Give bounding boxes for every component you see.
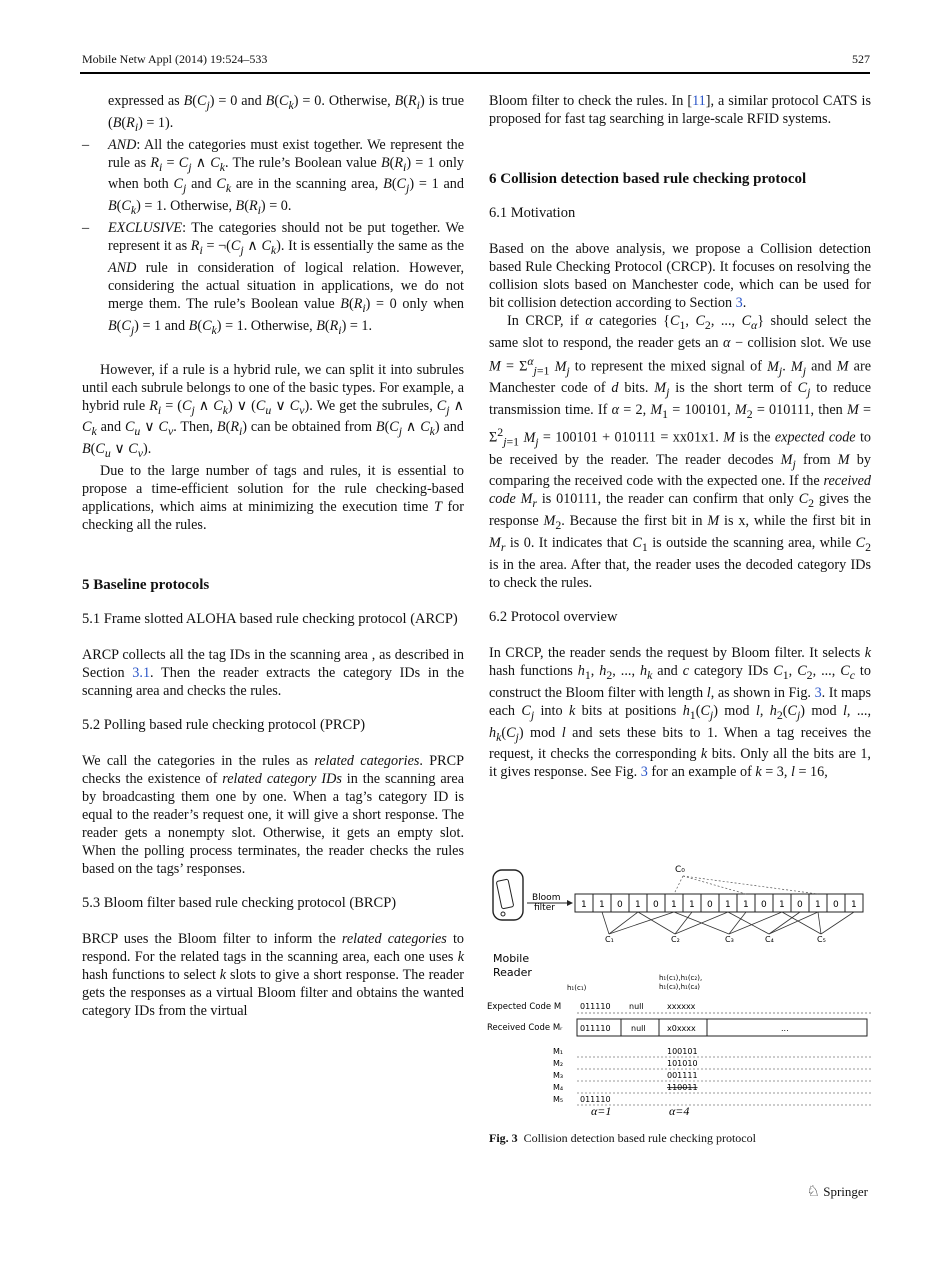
c0-label: C₀ — [675, 865, 685, 875]
received-code-label: Received Code Mᵣ — [487, 1023, 563, 1033]
m-row-label: M₅ — [553, 1095, 564, 1104]
exclusive-rule-continued: expressed as $B(C_j) = 0$ and $B(C_k) = 0$. Otherwise, $B(R_i)$ is true $(B(R_i) = 1)$. — [108, 93, 464, 134]
expected-c3: xxxxxx — [667, 1002, 696, 1011]
bloom-bit-value: 1 — [671, 900, 677, 910]
springer-footer — [807, 1182, 868, 1201]
mobile-reader-icon — [493, 870, 523, 920]
mobile-label: Mobile — [493, 952, 530, 965]
received-c3: x0xxxx — [667, 1024, 696, 1033]
alpha1-label: α=1 — [591, 1104, 612, 1118]
hash-arrow — [609, 912, 674, 934]
subsection-6-2-heading: 6.2 Protocol overview — [489, 608, 618, 625]
bloom-bit-value: 1 — [743, 900, 749, 910]
hash-arrow — [821, 912, 854, 934]
rule-exclusive-item: – EXCLUSIVE: The categories should not be put together. We represent it as $R_i$ = $\neg(C_j$ ∧ $C_k$). It is essentially the same as the AND rule in consideration of logical relation. However, considering the actual situation in applications, we do not merge them. The rule’s Boolean value $B(R_i) = 0$ only when $B(C_j) = 1$ and $B(C_k) = 1$. Otherwise, $B(R_i) = 1$. — [82, 220, 464, 337]
expected-c2: null — [629, 1002, 644, 1011]
figure-caption — [489, 1131, 756, 1146]
hash-arrow — [728, 912, 769, 934]
category-label: C₁ — [605, 935, 614, 944]
category-labels — [605, 935, 826, 944]
caption-label: Fig. 3 — [489, 1131, 518, 1145]
section-6-heading: 6 Collision detection based rule checking protocol — [489, 171, 807, 187]
subsection-6-1-heading: 6.1 Motivation — [489, 205, 576, 221]
time-efficiency-paragraph: Due to the large number of tags and rules, it is essential to propose a time-efficient solution for the rule checking-based applications, which aims at minimizing the execution time T for checking all the rules. — [82, 463, 464, 534]
expected-c1: 011110 — [580, 1002, 611, 1011]
received-ellipsis: ... — [781, 1024, 789, 1033]
m-row-value: 101010 — [667, 1059, 698, 1068]
arrow-head — [567, 900, 573, 906]
received-c2: null — [631, 1024, 646, 1033]
figure-3 — [487, 858, 871, 1138]
bloom-bit-value: 1 — [851, 900, 857, 910]
overview-paragraph: In CRCP, the reader sends the request by Bloom filter. It selects k hash functions $h_1$, $h_2$, ..., $h_k$ and c category IDs $C_1$, $C_2$, ..., $C_c$ to construct the Bloom filter with length l, as shown in Fig. 3. It maps each $C_j$ into k bits at positions $h_1(C_j)$ mod l, $h_2(C_j)$ mod l, ..., $h_k(C_j)$ mod l and sets these bits to 1. When a tag receives the request, it checks the corresponding k bits. Only all the bits are 1, it gives response. See Fig. 3 for an example of k = 3, l = 16, — [489, 644, 872, 781]
bloom-bit-value: 0 — [761, 900, 767, 910]
bloom-filter-bits — [575, 894, 863, 912]
h1c1-label: h₁(c₁) — [567, 984, 587, 992]
c0-arrow — [674, 876, 683, 894]
prcp-paragraph: We call the categories in the rules as related categories. PRCP checks the existence of related category IDs in the scanning area by broadcasting them one by one. When a tag’s category ID is equal to the reader’s request one, it will give a short response. The reader gets a nonempty slot. Otherwise, it gets an empty slot. When the polling process terminates, the reader checks the rules based on the tags’ responses. — [82, 753, 464, 878]
category-label: C₃ — [725, 935, 734, 944]
subsection-5-1-heading: 5.1 Frame slotted ALOHA based rule checking protocol (ARCP) — [82, 611, 458, 628]
m-row-value: 011110 — [580, 1095, 611, 1104]
section-5-heading: 5 Baseline protocols — [82, 577, 210, 594]
list-dash: – — [82, 220, 90, 237]
m-row-value: 110011 — [667, 1083, 698, 1092]
bloom-bit-value: 0 — [617, 900, 623, 910]
bloom-bit-value: 1 — [635, 900, 641, 910]
m-row-value: 100101 — [667, 1047, 698, 1056]
running-header — [80, 52, 870, 74]
motivation-paragraph-1: Based on the above analysis, we propose a Collision detection based Rule Checking Protocol (CRCP). It focuses on resolving the collision slots based on Manchester code, which can be used for bit collision detection according to Section 3. — [489, 241, 871, 311]
caption-text: Collision detection based rule checking protocol — [523, 1131, 756, 1145]
m-rows — [553, 1047, 871, 1105]
bloom-bit-value: 0 — [653, 900, 659, 910]
m-row-label: M₃ — [553, 1071, 564, 1080]
hash-arrow — [782, 912, 821, 934]
hybrid-rule-paragraph: However, if a rule is a hybrid rule, we can split it into subrules until each subrule belongs to one of the basic types. For example, a hybrid rule $R_i = (C_j$ ∧ $C_k$) ∨ ($C_u$ ∨ $C_v$). We get the subrules, $C_j$ ∧ $C_k$ and $C_u$ ∨ $C_v$. Then, $B(R_i)$ can be obtained from $B(C_j$ ∧ $C_k$) and $B(C_u$ ∨ $C_v$). — [82, 361, 464, 461]
bloom-bit-value: 1 — [689, 900, 695, 910]
category-label: C₄ — [765, 935, 774, 944]
bloom-bit-value: 1 — [725, 900, 731, 910]
bloom-bit-value: 0 — [797, 900, 803, 910]
reader-label: Reader — [493, 966, 532, 979]
hmix-label-1: h₁(c₁),h₁(c₂), — [659, 974, 703, 982]
bloom-bit-value: 1 — [599, 900, 605, 910]
hmix-label-2: h₁(c₃),h₁(c₄) — [659, 983, 700, 991]
filter-label: filter — [534, 903, 555, 913]
arcp-paragraph: ARCP collects all the tag IDs in the scanning area , as described in Section 3.1. Then the reader extracts the category IDs in the scanning area and checks the rules. — [82, 647, 464, 700]
journal-citation: Mobile Netw Appl (2014) 19:524–533 — [82, 52, 268, 66]
hash-arrow — [609, 912, 638, 934]
motivation-paragraph-2: In CRCP, if α categories {$C_1$, $C_2$, ..., $C_\alpha$} should select the same slot to respond, the reader gets an α − collision slot. We use $M = \Sigma^\alpha_{j=1}$ $M_j$ to represent the mixed signal of $M_j$. $M_j$ and M are Manchester code of d bits. $M_j$ is the short term of $C_j$ to reduce transmission time. If α = 2, $M_1 = 100101$, $M_2 = 010111$, then $M = \Sigma^2_{j=1}$ $M_j = 100101 + 010111 = xx01x1$. M is the expected code to be received by the reader. The reader decodes $M_j$ from M by comparing the received code with the expected one. If the received code $M_r$ is 010111, the reader can confirm that only $C_2$ gives the response $M_2$. Because the first bit in M is x, while the first bit in $M_r$ is 0. It indicates that $C_1$ is outside the scanning area, while $C_2$ is in the area. After that, the reader uses the decoded category IDs to check the rules. — [489, 313, 872, 591]
brcp-paragraph: BRCP uses the Bloom filter to inform the related categories to respond. For the related tags in the scanning area, each one uses k hash functions to select k slots to give a short response. The reader gets the responses as a virtual Bloom filter and obtains the wanted category IDs from the virtual — [82, 931, 464, 1020]
rule-and-item: – AND: All the categories must exist together. We represent the rule as $R_i = C_j$ ∧ $C_k$. The rule’s Boolean value $B(R_i) = 1$ only when both $C_j$ and $C_k$ are in the scanning area, $B(C_j) = 1$ and $B(C_k) = 1$. Otherwise, $B(R_i) = 0$. — [82, 136, 465, 218]
hash-arrow — [602, 912, 609, 934]
bloom-bit-value: 1 — [581, 900, 587, 910]
m-row-value: 001111 — [667, 1071, 698, 1080]
subsection-5-3-heading: 5.3 Bloom filter based rule checking protocol (BRCP) — [82, 895, 397, 912]
subsection-5-2-heading: 5.2 Polling based rule checking protocol (PRCP) — [82, 717, 366, 734]
hash-arrow — [769, 912, 818, 934]
figure-3-diagram — [487, 858, 871, 1128]
received-c1: 011110 — [580, 1024, 611, 1033]
m-row-label: M₁ — [553, 1047, 564, 1056]
list-dash: – — [82, 136, 90, 153]
bloom-bit-value: 1 — [815, 900, 821, 910]
m-row-label: M₄ — [553, 1083, 564, 1092]
hash-arrow — [638, 912, 675, 934]
m-row-label: M₂ — [553, 1059, 564, 1068]
publisher-name: Springer — [823, 1184, 868, 1199]
bloom-continued-paragraph: Bloom filter to check the rules. In [11], a similar protocol CATS is proposed for fast tag searching in large-scale RFID systems. — [489, 93, 871, 127]
bloom-bit-value: 1 — [779, 900, 785, 910]
category-label: C₂ — [671, 935, 680, 944]
hash-arrow — [818, 912, 821, 934]
page-number: 527 — [852, 52, 870, 66]
c0-arrow — [683, 876, 746, 894]
springer-logo-icon: ♘ — [806, 1184, 820, 1200]
left-column — [82, 92, 464, 1020]
bloom-label: Bloom — [532, 893, 561, 903]
bloom-bit-value: 0 — [707, 900, 713, 910]
bloom-bit-value: 0 — [833, 900, 839, 910]
alpha4-label: α=4 — [669, 1104, 690, 1118]
c0-arrow — [683, 876, 818, 894]
right-column — [489, 92, 871, 781]
expected-code-label: Expected Code M — [487, 1002, 562, 1012]
category-label: C₅ — [817, 935, 826, 944]
